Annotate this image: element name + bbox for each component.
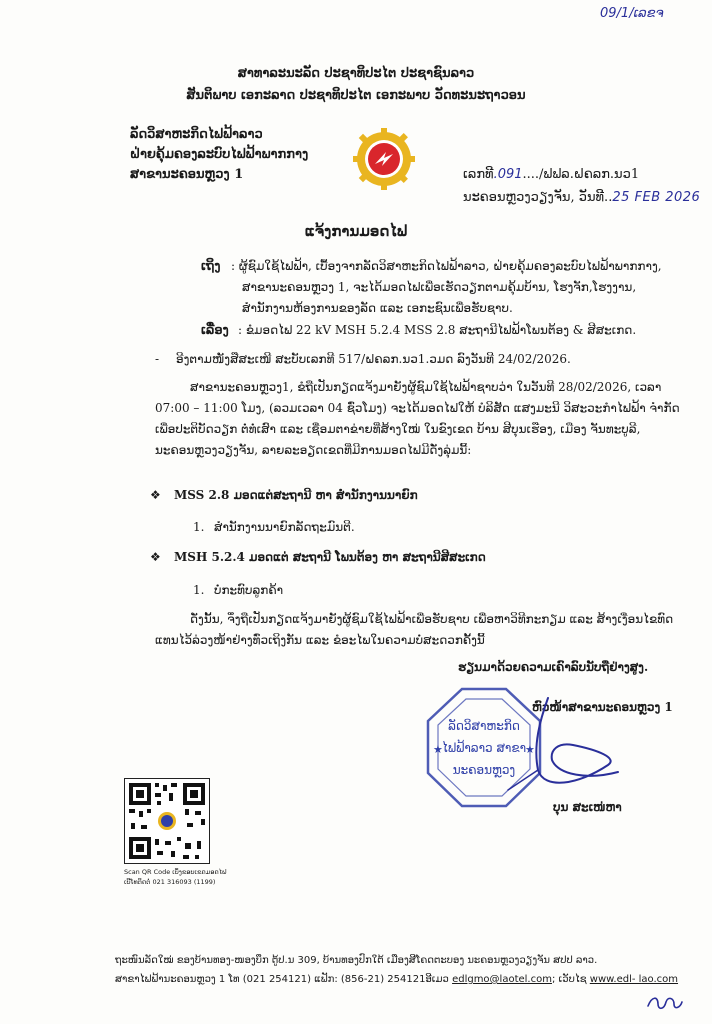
signatory-title: ຫົວໜ້າສາຂານະຄອນຫຼວງ 1 xyxy=(532,700,673,714)
subject-text: : ຂໍມອດໄຟ 22 kV MSH 5.2.4 MSS 2.8 ສະຖານີໄຟຟ້າໂພນຕ້ອງ & ສີສະເກດ. xyxy=(238,323,637,337)
footer-contact xyxy=(115,974,678,985)
qr-pattern-icon xyxy=(125,779,209,863)
org-line-3: ສາຂານະຄອນຫຼວງ 1 xyxy=(130,167,244,182)
to-text-2: ສາຂານະຄອນຫຼວງ 1, ຈະໄດ້ມອດໄຟເພື່ອເຮັດວຽກຕາມຄຸ້ມບ້ານ, ໂຮງຈັກ,ໂຮງງານ, xyxy=(242,280,637,294)
signature-scribble-icon xyxy=(478,690,628,800)
handwritten-ref: 09/1/ເລຂຈ xyxy=(600,6,664,21)
stamp-line-2: ໄຟຟ້າລາວ ສາຂາ xyxy=(441,741,527,755)
reference-line: ອີງຕາມໜັງສືສະເໜີ ສະບັບເລກທີ 517/ຝຄລກ.ນວ1.ວມດ ລົງວັນທີ 24/02/2026. xyxy=(176,352,571,366)
place-date-line xyxy=(463,190,700,205)
section-2-heading: MSH 5.2.4 ມອດແຕ່ ສະຖານີ ໂພນຕ້ອງ ຫາ ສະຖານີສີສະເກດ xyxy=(174,550,486,564)
header-line-1: ສາທາລະນະລັດ ປະຊາທິປະໄຕ ປະຊາຊົນລາວ xyxy=(237,66,475,81)
ref-number-line xyxy=(463,167,639,182)
place-date-label: ນະຄອນຫຼວງວຽງຈັນ, ວັນທີ.. xyxy=(463,190,613,205)
section-1-item: ສຳນັກງານນາຍົກລັດຖະມົນຕີ. xyxy=(214,520,355,534)
to-label: ເຖິງ xyxy=(201,259,221,274)
bullet-icon: ❖ xyxy=(150,550,161,564)
edl-logo-icon xyxy=(353,128,415,190)
body-line-2: 07:00 – 11:00 ໂມງ, (ລວມເວລາ 04 ຊົ່ວໂມງ) ຈະໄດ້ມອດໄຟໃຫ້ ບໍລິສັດ ແສງມະນີ ວິສະວະກຳໄຟຟ້າ ຈຳກັດ xyxy=(155,401,680,415)
notice-title: ແຈ້ງການມອດໄຟ xyxy=(304,222,408,240)
section-1-heading: MSS 2.8 ມອດແຕ່ສະຖານີ ຫາ ສຳນັກງານນາຍົກ xyxy=(174,488,418,502)
reference-dash: - xyxy=(155,352,160,366)
footer-contact-text: ສາຂາໄຟຟ້ານະຄອນຫຼວງ 1 ໂທ (021 254121) ແຟັກ: (856-21) 254121ອີເມວ xyxy=(115,974,453,985)
bullet-icon: ❖ xyxy=(150,488,161,502)
org-line-1: ລັດວິສາຫະກິດໄຟຟ້າລາວ xyxy=(130,127,263,142)
regards: ຮຽນມາດ້ວຍຄວາມເຄົາລົບນັບຖືຢ່າງສູງ. xyxy=(458,660,649,674)
body-line-4: ນະຄອນຫຼວງວຽງຈັນ, ລາຍລະອຽດເຂດທີ່ມີການມອດໄຟມີດັ່ງລຸ່ມນີ້: xyxy=(155,443,472,457)
qr-caption-1: Scan QR Code ເບິ່ງຂອບເຂດມອດໄຟ xyxy=(124,868,227,876)
to-text-1: : ຜູ້ຊົມໃຊ້ໄຟຟ້າ, ເບື້ອງຈາກລັດວິສາຫະກິດໄຟຟ້າລາວ, ຝ່າຍຄຸ້ມຄອງລະບົບໄຟຟ້າພາກກາງ, xyxy=(231,259,662,273)
section-2-item-no: 1. xyxy=(193,583,205,597)
to-text-3: ສຳນັກງານຫ້ອງການຂອງລັດ ແລະ ເອກະຊົນເພື່ອຮັບຊາບ. xyxy=(242,301,513,315)
ref-label: ເລກທີ xyxy=(463,167,494,182)
signatory-name: ບຸນ ສະເໜ່ຫາ xyxy=(553,800,622,814)
footer-website-link[interactable]: www.edl- lao.com xyxy=(589,974,679,985)
qr-caption-2: ເບີໂທຕິດຕໍ່ 021 316093 (1199) xyxy=(124,878,216,886)
svg-text:★: ★ xyxy=(433,743,443,756)
body-line-1: ສາຂານະຄອນຫຼວງ1, ຂໍຖືເປັນກຽດແຈ້ງມາຍັງຜູ້ຊົມໃຊ້ໄຟຟ້າຊາບວ່າ ໃນວັນທີ 28/02/2026, ເວລາ xyxy=(190,380,662,394)
initials-scribble-icon xyxy=(644,992,684,1014)
closing-line-2: ແທນໄວ້ລ່ວງໜ້າຢ່າງທົ່ວເຖິງກັນ ແລະ ຂໍອະໄພໃນຄວາມບໍ່ສະດວກຄັ້ງນີ້ xyxy=(155,633,485,647)
date-stamp: 25 FEB 2026 xyxy=(612,190,701,205)
closing-line-1: ດັ່ງນັ້ນ, ຈຶ່ງຖືເປັນກຽດແຈ້ງມາຍັງຜູ້ຊົມໃຊ້ໄຟຟ້າເພື່ອຮັບຊາບ ເພື່ອຫາວິທີກະກຽມ ແລະ ສ້າງເງື່ອນໄຂທົດ xyxy=(190,612,674,626)
subject-label: ເລື່ອງ xyxy=(201,323,229,338)
header-line-2: ສັນຕິພາບ ເອກະລາດ ປະຊາທິປະໄຕ ເອກະພາບ ວັດທະນະຖາວອນ xyxy=(186,88,526,103)
section-1-item-no: 1. xyxy=(193,520,205,534)
section-2-item: ບໍ່ກະທົບລູກຄ້າ xyxy=(214,583,284,597)
stamp-line-3: ນະຄອນຫຼວງ xyxy=(452,763,516,777)
stamp-line-1: ລັດວິສາຫະກິດ xyxy=(448,719,520,733)
footer-website-label: ; ເວັບໄຊ xyxy=(551,974,590,985)
ref-suffix: ..../ຟຟລ.ຝຄລກ.ນວ1 xyxy=(522,167,640,182)
footer-email-link[interactable]: edlgmo@laotel.com xyxy=(452,974,552,985)
qr-code[interactable] xyxy=(124,778,210,864)
org-line-2: ຝ່າຍຄຸ້ມຄອງລະບົບໄຟຟ້າພາກກາງ xyxy=(130,147,309,162)
ref-number-handwritten: .091 xyxy=(493,167,523,182)
svg-text:★: ★ xyxy=(525,743,535,756)
body-line-3: ເພື່ອປະຕິບັດວຽກ ຕໍ່ທໍ່ເສົາ ແລະ ເຊື່ອມຕາຂ່າຍທີ່ສ້າງໃໝ່ ໃນຂົງເຂດ ບ້ານ ສີບຸນເຮືອງ, ເມືອງ ຈັນທະບູລີ, xyxy=(155,422,641,436)
footer-address: ຖະໜົນລັດໃໝ່ ຂອງບ້ານທອງ-ໜອງບຶກ ຕູ້ປ.ນ 309, ບ້ານທອງປົກໃຕ້ ເມືອງສີໂຄດຕະບອງ ນະຄອນຫຼວງວຽງຈັນ ສປປ ລາວ. xyxy=(115,955,598,966)
